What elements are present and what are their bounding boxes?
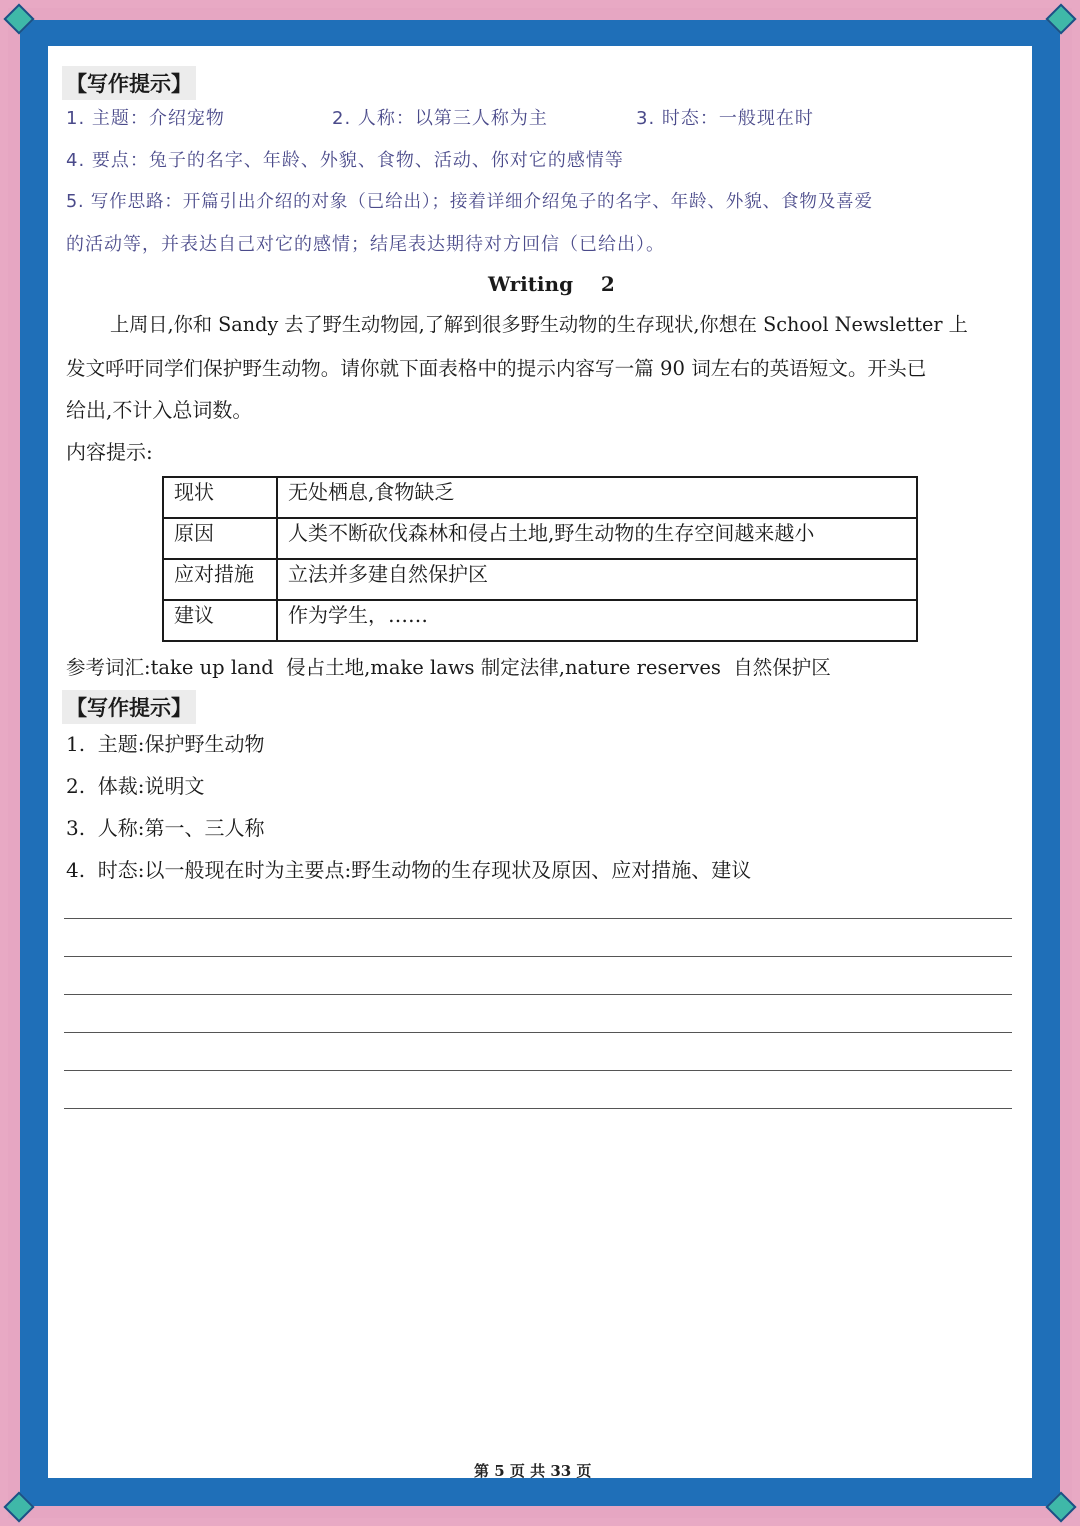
tip-topic: 1. 主题：介绍宠物 <box>66 108 225 129</box>
document-page <box>48 46 1032 1478</box>
tip2-person: 3. 人称:第一、三人称 <box>66 816 265 840</box>
table-value: 立法并多建自然保护区 <box>277 559 917 600</box>
page-number: 第 5 页 共 33 页 <box>474 1462 592 1480</box>
table-key: 建议 <box>163 600 277 641</box>
tip-approach-line-2: 的活动等，并表达自己对它的感情；结尾表达期待对方回信（已给出）。 <box>66 234 665 255</box>
reference-vocabulary: 参考词汇:take up land 侵占土地,make laws 制定法律,nature reserves 自然保护区 <box>66 656 831 679</box>
table-value: 无处栖息,食物缺乏 <box>277 477 917 518</box>
prompt-line-3: 给出,不计入总词数。 <box>66 398 253 422</box>
table-value: 人类不断砍伐森林和侵占土地,野生动物的生存空间越来越小 <box>277 518 917 559</box>
content-hint-label: 内容提示: <box>66 440 153 464</box>
tip-approach-line-1: 5. 写作思路：开篇引出介绍的对象（已给出）；接着详细介绍兔子的名字、年龄、外貌、食物及喜爱 <box>66 192 873 212</box>
tip-tense: 3. 时态：一般现在时 <box>636 108 814 129</box>
answer-line[interactable] <box>64 918 1012 919</box>
tip2-tense-points: 4. 时态:以一般现在时为主要点:野生动物的生存现状及原因、应对措施、建议 <box>66 858 752 882</box>
prompt-line-1: 上周日,你和 Sandy 去了野生动物园,了解到很多野生动物的生存现状,你想在 School Newsletter 上 <box>110 313 968 336</box>
answer-line[interactable] <box>64 956 1012 957</box>
tip2-genre: 2. 体裁:说明文 <box>66 774 205 798</box>
answer-line[interactable] <box>64 1108 1012 1109</box>
writing-2-title: Writing 2 <box>488 272 615 296</box>
writing-tips-header: 【写作提示】 <box>62 66 196 100</box>
table-row <box>163 477 917 518</box>
tip-points: 4. 要点：兔子的名字、年龄、外貌、食物、活动、你对它的感情等 <box>66 150 624 171</box>
table-value: 作为学生，…… <box>277 600 917 641</box>
table-key: 应对措施 <box>163 559 277 600</box>
table-key: 现状 <box>163 477 277 518</box>
prompt-line-2: 发文呼吁同学们保护野生动物。请你就下面表格中的提示内容写一篇 90 词左右的英语短文。开头已 <box>66 357 927 380</box>
answer-line[interactable] <box>64 994 1012 995</box>
table-key: 原因 <box>163 518 277 559</box>
tip-person: 2. 人称：以第三人称为主 <box>332 108 548 129</box>
answer-line[interactable] <box>64 1070 1012 1071</box>
answer-line[interactable] <box>64 1032 1012 1033</box>
table-row <box>163 559 917 600</box>
table-row <box>163 518 917 559</box>
table-row <box>163 600 917 641</box>
tip2-topic: 1. 主题:保护野生动物 <box>66 732 265 756</box>
writing-tips-header-2: 【写作提示】 <box>62 690 196 724</box>
content-hint-table <box>162 476 918 642</box>
